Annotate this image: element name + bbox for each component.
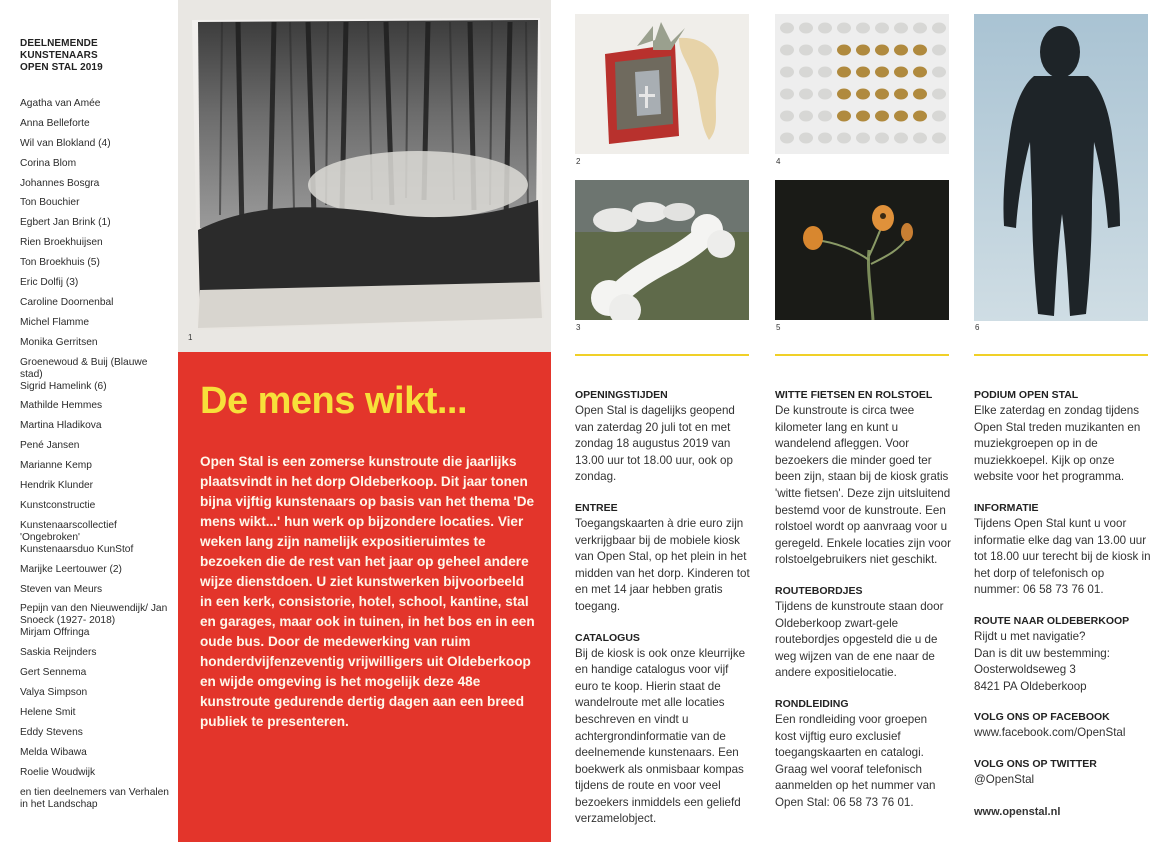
artist-name: Groenewoud & Buij (Blauwe stad) xyxy=(20,356,148,380)
text-rondleiding: Een rondleiding voor groepen kost vijftig euro exclusief toegangskaarten en catalogi. Graag wel vooraf telefonisch aanmelden op het nummer van Open Stal: 06 58 73 76 01. xyxy=(775,712,936,809)
feature-body: Open Stal is een zomerse kunstroute die jaarlijks plaatsvindt in het dorp Oldeberkoop. Dit jaar tonen bijna vijftig kunstenaars op basis van het thema 'De mens wikt...' hun werk op bijzondere locaties. Vier weken lang zijn namelijk expositieruimtes te bezoeken die de rest van het jaar op geheel andere wijze dienstdoen. U ziet kunstwerken bijvoorbeeld in een kerk, consistorie, hotel, school, kantine, stal en garages, maar ook in tuinen, in het bos en in een oude bus. Door de medewerking van ruim honderdvijfenzeventig vrijwilligers uit Oldeberkoop en wijde omgeving is het mogelijk deze 48e kunstroute gedurende dertig dagen aan een breed publiek te presenteren. xyxy=(200,454,535,729)
heading-catalogus: CATALOGUS xyxy=(575,631,640,644)
text-informatie: Tijdens Open Stal kunt u voor informatie elke dag van 13.00 uur tot 18.00 uur terecht bij de kiosk in het dorp of telefonisch op nummer: 06 58 73 76 01. xyxy=(974,516,1151,597)
heading-witte-fietsen: WITTE FIETSEN EN ROLSTOEL xyxy=(775,389,933,401)
artwork-1-number: 1 xyxy=(188,333,193,342)
artist-name: Marijke Leertouwer (2) xyxy=(20,563,122,575)
artist-name: Rien Broekhuijsen xyxy=(20,237,103,249)
heading-podium: PODIUM OPEN STAL xyxy=(974,389,1079,401)
heading-route: ROUTE NAAR OLDEBERKOOP xyxy=(974,614,1130,627)
text-openingstijden: Open Stal is dagelijks geopend van zaterdag 20 juli tot en met zondag 18 augustus 2019 van 13.00 uur tot 18.00 uur, ook op zondag. xyxy=(575,404,735,484)
artist-name: Melda Wibawa xyxy=(20,746,87,758)
artist-list-heading-line1: DEELNEMENDE KUNSTENAARS xyxy=(20,38,98,61)
artwork-6-number: 6 xyxy=(975,323,980,332)
rule-col1 xyxy=(575,354,749,356)
artwork-3-image xyxy=(575,180,749,320)
artist-name: Valya Simpson xyxy=(20,687,88,699)
heading-facebook: VOLG ONS OP FACEBOOK xyxy=(974,711,1110,724)
artwork-3-number: 3 xyxy=(576,323,581,332)
website-link[interactable]: www.openstal.nl xyxy=(974,805,1061,818)
artwork-6-image xyxy=(974,14,1148,321)
artist-name: Pené Jansen xyxy=(20,440,80,452)
artist-name: Kunstenaarscollectief 'Ongebroken' xyxy=(20,519,117,543)
text-entree: Toegangskaarten à drie euro zijn verkrijgbaar bij de mobiele kiosk van Open Stal, op het plein in het midden van het dorp. Kinderen tot en met 14 jaar hebben gratis toegang. xyxy=(575,516,750,613)
artwork-4-image xyxy=(775,14,949,154)
artist-name: Mirjam Offringa xyxy=(20,627,90,639)
artwork-3-panel xyxy=(575,180,749,320)
artist-name: Martina Hladikova xyxy=(20,420,102,432)
text-routebordjes: Tijdens de kunstroute staan door Oldeberkoop zwart-gele routebordjes opgesteld die u de weg wijzen van de ene naar de andere expositielocatie. xyxy=(775,599,944,680)
heading-entree: ENTREE xyxy=(575,501,618,514)
artwork-4-panel xyxy=(775,14,949,154)
artist-name: Kunstconstructie xyxy=(20,499,96,511)
text-podium: Elke zaterdag en zondag tijdens Open Stal treden muzikanten en muziekgroepen op in de muziekkoepel. Kijk op onze website voor het programma. xyxy=(974,404,1141,484)
artist-name: Mathilde Hemmes xyxy=(20,400,103,412)
artwork-5-image xyxy=(775,180,949,320)
artist-name: Steven van Meurs xyxy=(20,583,103,595)
artwork-4-number: 4 xyxy=(776,157,781,166)
text-catalogus: Bij de kiosk is ook onze kleurrijke en handige catalogus voor vijf euro te koop. Hierin staat de wandelroute met alle locaties beschreven en vindt u achtergrondinformatie van de deelnemende kunstenaars. Een boekwerk als onmisbaar kompas tijdens de route en voor veel bezoekers inmiddels een geliefd verzamelobject. xyxy=(575,646,746,826)
artist-name: Corina Blom xyxy=(20,157,77,169)
route-line-1: Rijdt u met navigatie? xyxy=(974,629,1086,643)
artist-list-heading-line2: OPEN STAL 2019 xyxy=(20,62,103,73)
artwork-6-panel xyxy=(974,14,1148,321)
artist-name: Pepijn van den Nieuwendijk/ Jan Snoeck (1927- 2018) xyxy=(20,603,168,627)
info-column-1 xyxy=(575,388,751,843)
artwork-1-image xyxy=(178,0,551,352)
artist-name: Eric Dolfij (3) xyxy=(20,277,79,289)
rule-col2 xyxy=(775,354,949,356)
artist-name: Roelie Woudwijk xyxy=(20,766,96,778)
artwork-2-image xyxy=(575,14,749,154)
heading-rondleiding: RONDLEIDING xyxy=(775,697,849,710)
artist-name: Johannes Bosgra xyxy=(20,177,100,189)
artist-name: Marianne Kemp xyxy=(20,460,92,472)
artist-name: Anna Belleforte xyxy=(20,117,90,129)
artist-list-heading xyxy=(20,38,170,74)
rule-col3 xyxy=(974,354,1148,356)
artwork-2-panel xyxy=(575,14,749,154)
heading-openingstijden: OPENINGSTIJDEN xyxy=(575,389,668,401)
text-witte-fietsen: De kunstroute is circa twee kilometer lang en kunt u wandelend afleggen. Voor bezoekers die minder goed ter been zijn, staan bij de kiosk gratis 'witte fietsen'. Deze zijn uitsluitend bestemd voor de kunstroute. Een rolstoel wordt op aanvraag voor u geregeld. Enkele locaties zijn voor rolstoelgebruikers niet geschikt. xyxy=(775,404,951,567)
artwork-1-panel xyxy=(178,0,551,352)
twitter-handle[interactable]: @OpenStal xyxy=(974,772,1035,786)
heading-routebordjes: ROUTEBORDJES xyxy=(775,584,863,597)
artist-name: Michel Flamme xyxy=(20,316,90,328)
artist-name: Saskia Reijnders xyxy=(20,647,97,659)
route-line-3: Oosterwoldseweg 3 xyxy=(974,663,1076,677)
artist-name: Agatha van Amée xyxy=(20,98,101,109)
artist-name: en tien deelnemers van Verhalen in het Landschap xyxy=(20,786,169,810)
info-column-3 xyxy=(974,388,1152,820)
info-column-2 xyxy=(775,388,951,826)
artist-list-column xyxy=(20,38,170,811)
artwork-5-number: 5 xyxy=(776,323,781,332)
artist-name: Kunstenaarsduo KunStof xyxy=(20,543,134,555)
artist-name: Gert Sennema xyxy=(20,667,87,679)
artist-name: Wil van Blokland (4) xyxy=(20,137,111,149)
artist-name: Egbert Jan Brink (1) xyxy=(20,217,111,229)
heading-twitter: VOLG ONS OP TWITTER xyxy=(974,757,1097,770)
feature-title: De mens wikt... xyxy=(200,380,468,422)
artist-name: Ton Bouchier xyxy=(20,197,80,209)
artist-name: Hendrik Klunder xyxy=(20,480,94,492)
artist-name: Monika Gerritsen xyxy=(20,336,98,348)
artist-names xyxy=(20,98,170,811)
artist-name: Caroline Doornenbal xyxy=(20,296,114,308)
artwork-2-number: 2 xyxy=(576,157,581,166)
artist-name: Ton Broekhuis (5) xyxy=(20,257,100,269)
artist-name: Eddy Stevens xyxy=(20,726,83,738)
route-line-4: 8421 PA Oldeberkoop xyxy=(974,679,1087,693)
artist-name: Helene Smit xyxy=(20,707,76,719)
heading-informatie: INFORMATIE xyxy=(974,501,1039,514)
feature-panel xyxy=(178,352,551,842)
route-line-2: Dan is dit uw bestemming: xyxy=(974,646,1110,660)
facebook-link[interactable]: www.facebook.com/OpenStal xyxy=(974,726,1126,740)
artwork-5-panel xyxy=(775,180,949,320)
artist-name: Sigrid Hamelink (6) xyxy=(20,380,107,392)
